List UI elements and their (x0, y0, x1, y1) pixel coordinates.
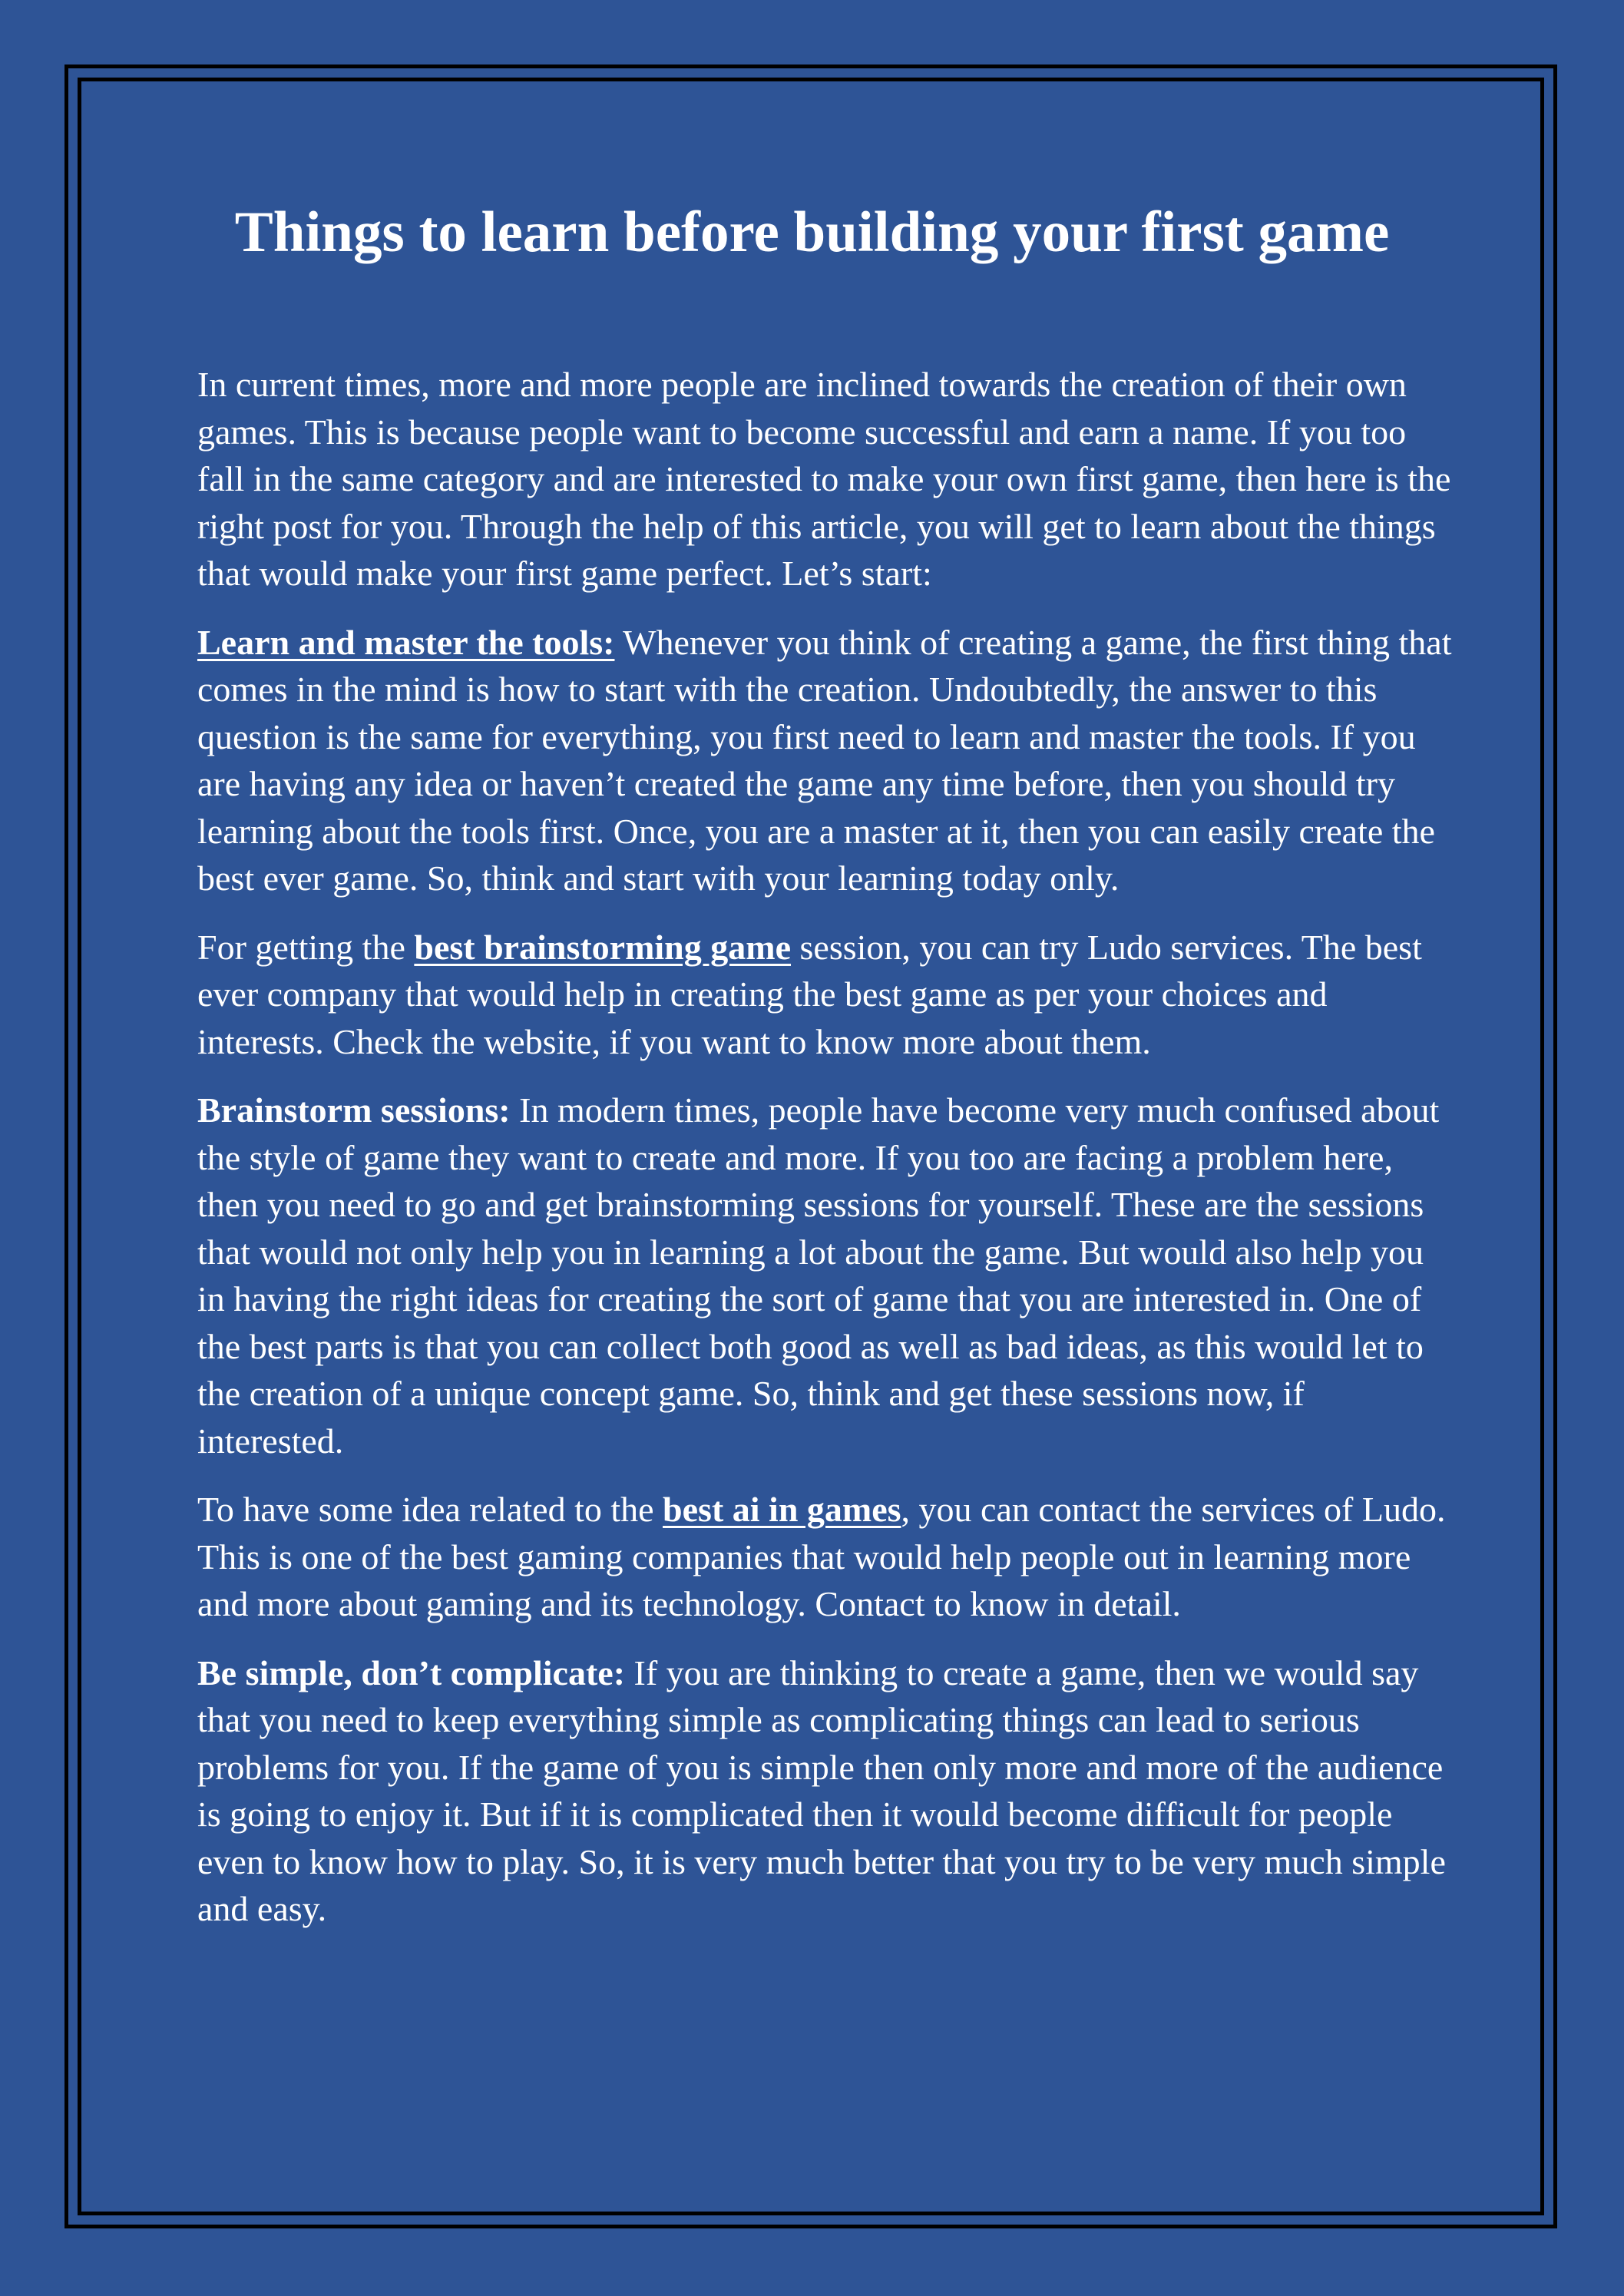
ai-link-paragraph (197, 1486, 1457, 1628)
paragraph-text-after: session, you can try Ludo services. The best ever company that would help in creating the best game as per your choices and interests. Check the website, if you want to know more about them. (197, 927, 1422, 1061)
intro-paragraph (197, 361, 1457, 597)
paragraph-text-before: For getting the (197, 927, 415, 967)
paragraph-text: Whenever you think of creating a game, the first thing that comes in the mind is how to start with the creation. Undoubtedly, the answer to this question is the same for everything, you first need to learn and master the tools. If you are having any idea or haven’t created the game any time before, then you should try learning about the tools first. Once, you are a master at it, then you can easily create the best ever game. So, think and start with your learning today only. (197, 622, 1452, 898)
brainstorm-sessions-paragraph (197, 1087, 1457, 1464)
tools-heading: Learn and master the tools: (197, 622, 615, 662)
paragraph-text: If you are thinking to create a game, then we would say that you need to keep everything simple as complicating things can lead to serious problems for you. If the game of you is simple then only more and more of the audience is going to enjoy it. But if it is complicated then it would become difficult for people even to know how to play. So, it is very much better that you try to be very much simple and easy. (197, 1653, 1446, 1928)
article-body (197, 361, 1457, 1954)
best-ai-in-games-link[interactable]: best ai in games (663, 1490, 901, 1529)
paragraph-text-before: To have some idea related to the (197, 1490, 663, 1529)
be-simple-paragraph (197, 1649, 1457, 1933)
brainstorming-link-paragraph (197, 924, 1457, 1066)
paragraph-text-after: , you can contact the services of Ludo. This is one of the best gaming companies that would help people out in learning more and more about gaming and its technology. Contact to know in detail. (197, 1490, 1446, 1623)
page-title: Things to learn before building your first game (234, 200, 1390, 264)
brainstorm-sessions-heading: Brainstorm sessions: (197, 1090, 511, 1130)
best-brainstorming-game-link[interactable]: best brainstorming game (414, 927, 791, 967)
be-simple-heading: Be simple, don’t complicate: (197, 1653, 626, 1692)
paragraph-text: In modern times, people have become very much confused about the style of game they want to create and more. If you too are facing a problem here, then you need to go and get brainstorming sessions for yourself. These are the sessions that would not only help you in learning a lot about the game. But would also help you in having the right ideas for creating the sort of game that you are interested in. One of the best parts is that you can collect both good as well as bad ideas, as this would let to the creation of a unique concept game. So, think and get these sessions now, if interested. (197, 1090, 1440, 1461)
paragraph-text: In current times, more and more people are inclined towards the creation of their own games. This is because people want to become successful and earn a name. If you too fall in the same category and are interested to make your own first game, then here is the right post for you. Through the help of this article, you will get to learn about the things that would make your first game perfect. Let’s start: (197, 365, 1451, 593)
tools-paragraph (197, 619, 1457, 902)
